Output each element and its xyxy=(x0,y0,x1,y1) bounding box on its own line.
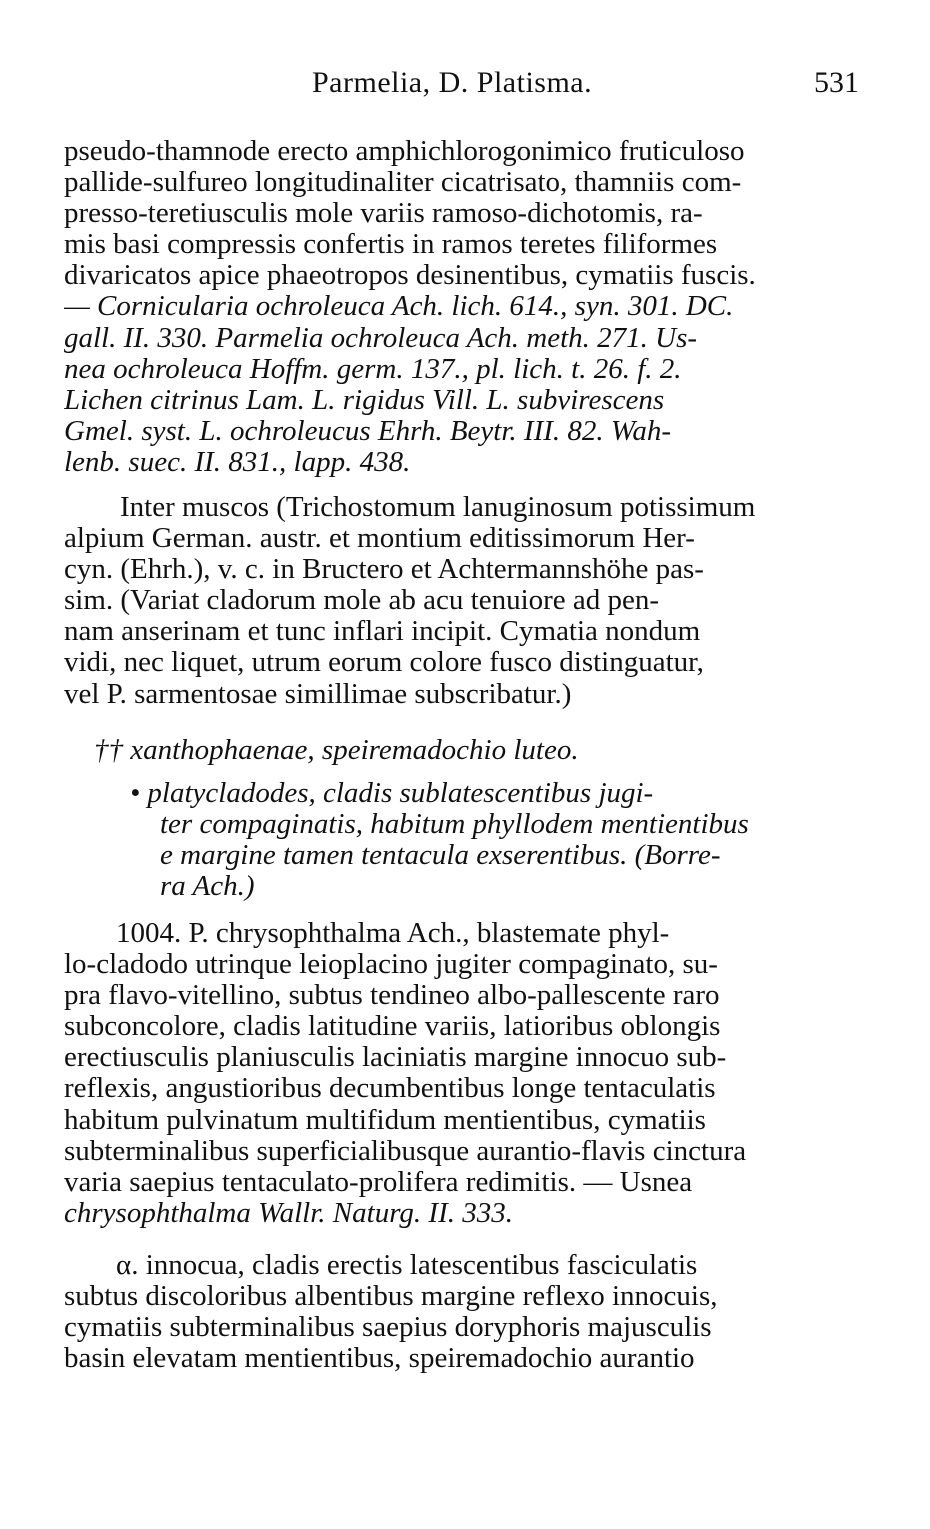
text-line: subterminalibus superficialibusque aurantio-flavis cinctura xyxy=(64,1135,747,1167)
synonymy-line: Gmel. syst. L. ochroleucus Ehrh. Beytr. III. 82. Wah- xyxy=(64,415,672,447)
text-line: Inter muscos (Trichostomum lanuginosum potissimum xyxy=(120,492,756,523)
text-line: reflexis, angustioribus decumbentibus longe tentaculatis xyxy=(64,1073,716,1105)
description-paragraph xyxy=(64,136,870,478)
text-line: vidi, nec liquet, utrum eorum colore fusco distinguatur, xyxy=(64,647,704,679)
text-line: pseudo-thamnode erecto amphichlorogonimico fruticuloso xyxy=(64,136,745,167)
subgroup-paragraph xyxy=(64,778,870,902)
text-line: pallide-sulfureo longitudinaliter cicatrisato, thamniis com- xyxy=(64,167,742,199)
text-line: varia saepius tentaculato-prolifera redimitis. — Usnea xyxy=(64,1166,693,1198)
habitat-paragraph xyxy=(64,492,870,710)
text-line: mis basi compressis confertis in ramos teretes filiformes xyxy=(64,229,718,261)
running-title: Parmelia, D. Platisma. xyxy=(312,66,593,99)
text-line: ter compaginatis, habitum phyllodem mentientibus xyxy=(160,809,749,841)
page-number: 531 xyxy=(814,66,859,99)
text-line: nam anserinam et tunc inflari incipit. Cymatia nondum xyxy=(64,616,701,648)
text-line: basin elevatam mentientibus, speiremadochio aurantio xyxy=(64,1343,695,1375)
variety-paragraph xyxy=(64,1250,870,1374)
synonymy-line: nea ochroleuca Hoffm. germ. 137., pl. lich. t. 26. f. 2. xyxy=(64,353,682,385)
synonymy-line: gall. II. 330. Parmelia ochroleuca Ach. meth. 271. Us- xyxy=(64,322,698,354)
synonymy-line: Lichen citrinus Lam. L. rigidus Vill. L. subvirescens xyxy=(64,384,665,416)
text-line: e margine tamen tentacula exserentibus. (Borre- xyxy=(160,840,721,872)
text-line: ra Ach.) xyxy=(160,871,255,903)
text-line: presso-teretiusculis mole variis ramoso-dichotomis, ra- xyxy=(64,198,703,230)
synonymy-line: — Cornicularia ochroleuca Ach. lich. 614., syn. 301. DC. xyxy=(64,291,734,323)
synonymy-line: chrysophthalma Wallr. Naturg. II. 333. xyxy=(64,1197,513,1229)
synonymy-line: lenb. suec. II. 831., lapp. 438. xyxy=(64,446,411,478)
text-line: • platycladodes, cladis sublatescentibus jugi- xyxy=(130,778,654,809)
species-paragraph xyxy=(64,918,870,1229)
text-line: vel P. sarmentosae simillimae subscribatur.) xyxy=(64,678,572,710)
text-line: sim. (Variat cladorum mole ab acu tenuiore ad pen- xyxy=(64,585,660,617)
text-line: subtus discoloribus albentibus margine reflexo innocuis, xyxy=(64,1281,718,1313)
text-line: alpium German. austr. et montium editissimorum Her- xyxy=(64,523,695,555)
text-line: lo-cladodo utrinque leioplacino jugiter compaginato, su- xyxy=(64,949,718,981)
text-line: subconcolore, cladis latitudine variis, latioribus oblongis xyxy=(64,1011,721,1043)
text-line: divaricatos apice phaeotropos desinentibus, cymatiis fuscis. xyxy=(64,260,756,292)
text-line: erectiusculis planiusculis laciniatis margine innocuo sub- xyxy=(64,1042,727,1074)
text-line: cyn. (Ehrh.), v. c. in Bructero et Achtermannshöhe pas- xyxy=(64,554,704,586)
species-heading-line: 1004. P. chrysophthalma Ach., blastemate phyl- xyxy=(116,918,670,949)
page-header xyxy=(0,66,930,106)
text-line: α. innocua, cladis erectis latescentibus fasciculatis xyxy=(116,1250,698,1281)
text-line: pra flavo-vitellino, subtus tendineo albo-pallescente raro xyxy=(64,980,720,1012)
text-line: habitum pulvinatum multifidum mentientibus, cymatiis xyxy=(64,1104,706,1136)
text-line: cymatiis subterminalibus saepius doryphoris majusculis xyxy=(64,1312,712,1344)
section-heading xyxy=(64,735,870,766)
section-heading-line: †† xanthophaenae, speiremadochio luteo. xyxy=(94,735,579,766)
